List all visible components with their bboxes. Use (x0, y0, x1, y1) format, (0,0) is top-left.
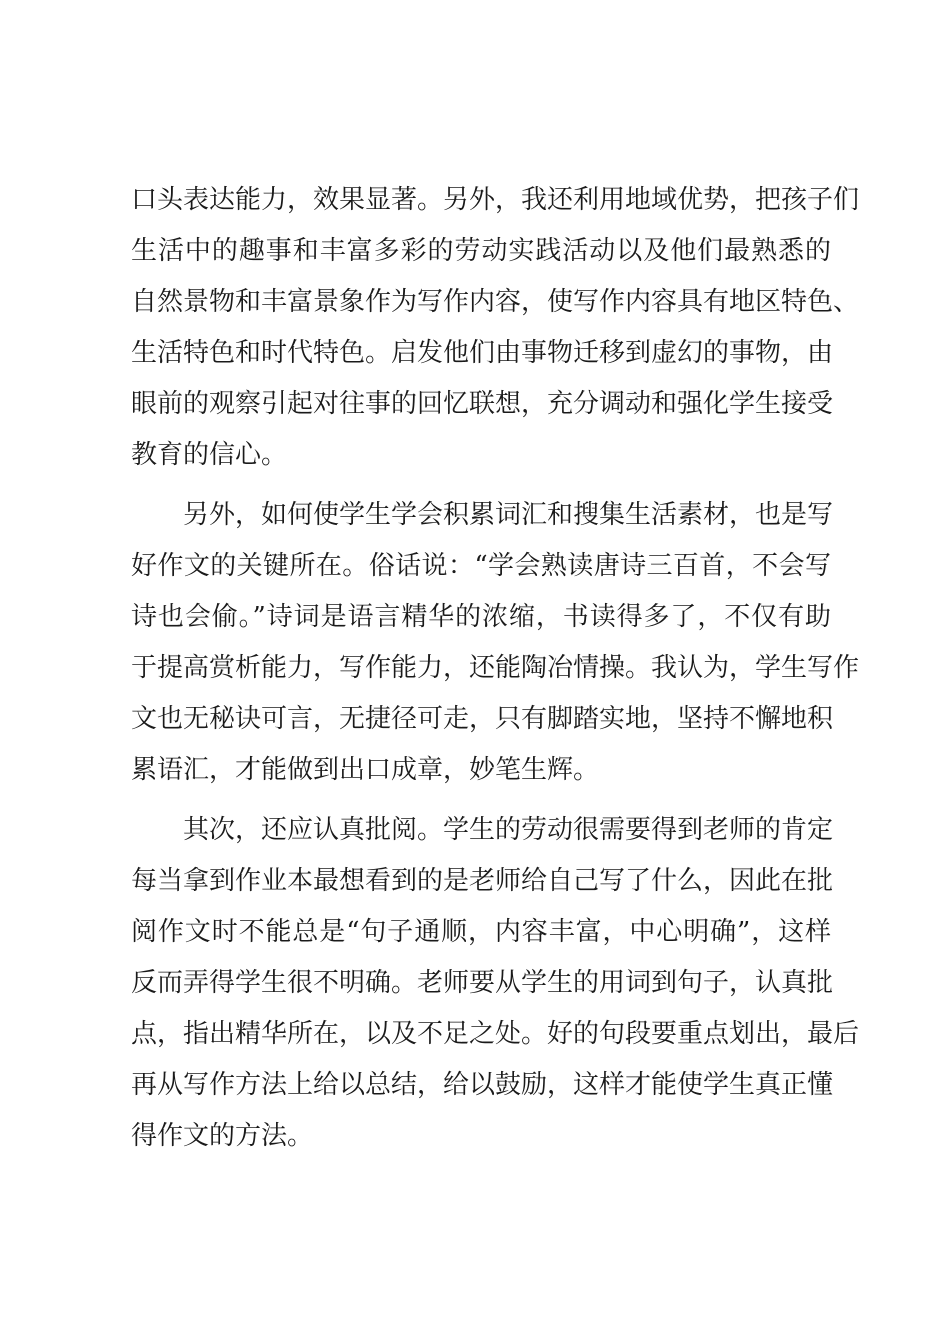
paragraph-spacer (131, 486, 831, 495)
text-line: 每当拿到作业本最想看到的是老师给自己写了什么，因此在批 (131, 866, 834, 896)
text-line: 累语汇，才能做到出口成章，妙笔生辉。 (131, 755, 600, 785)
document-body (131, 180, 860, 1167)
text-line: 文也无秘诀可言，无捷径可走，只有脚踏实地，坚持不懈地积 (131, 704, 834, 734)
text-line: 再从写作方法上给以总结，给以鼓励，这样才能使学生真正懂 (131, 1070, 834, 1100)
text-line: 教育的信心。 (131, 440, 288, 470)
paragraph-3 (131, 810, 860, 1167)
text-line: 其次，还应认真批阅。学生的劳动很需要得到老师的肯定 (183, 815, 834, 845)
text-line: 得作文的方法。 (131, 1121, 314, 1151)
text-line: 阅作文时不能总是“句子通顺，内容丰富，中心明确”，这样 (131, 917, 831, 947)
paragraph-spacer (131, 801, 831, 810)
text-line: 点，指出精华所在，以及不足之处。好的句段要重点划出，最后 (131, 1019, 860, 1049)
text-line: 生活中的趣事和丰富多彩的劳动实践活动以及他们最熟悉的 (131, 236, 831, 266)
text-line: 生活特色和时代特色。启发他们由事物迁移到虚幻的事物，由 (131, 338, 834, 368)
text-line: 好作文的关键所在。俗话说：“学会熟读唐诗三百首，不会写 (131, 551, 831, 581)
text-line: 反而弄得学生很不明确。老师要从学生的用词到句子，认真批 (131, 968, 834, 998)
text-line: 自然景物和丰富景象作为写作内容，使写作内容具有地区特色、 (131, 287, 860, 317)
paragraph-1 (131, 180, 860, 486)
text-line: 眼前的观察引起对往事的回忆联想，充分调动和强化学生接受 (131, 389, 834, 419)
text-line: 诗也会偷。”诗词是语言精华的浓缩，书读得多了，不仅有助 (131, 602, 831, 632)
paragraph-2 (131, 495, 860, 801)
text-line: 口头表达能力，效果显著。另外，我还利用地域优势，把孩子们 (131, 185, 860, 215)
text-line: 另外，如何使学生学会积累词汇和搜集生活素材，也是写 (183, 500, 834, 530)
text-line: 于提高赏析能力，写作能力，还能陶冶情操。我认为，学生写作 (131, 653, 860, 683)
